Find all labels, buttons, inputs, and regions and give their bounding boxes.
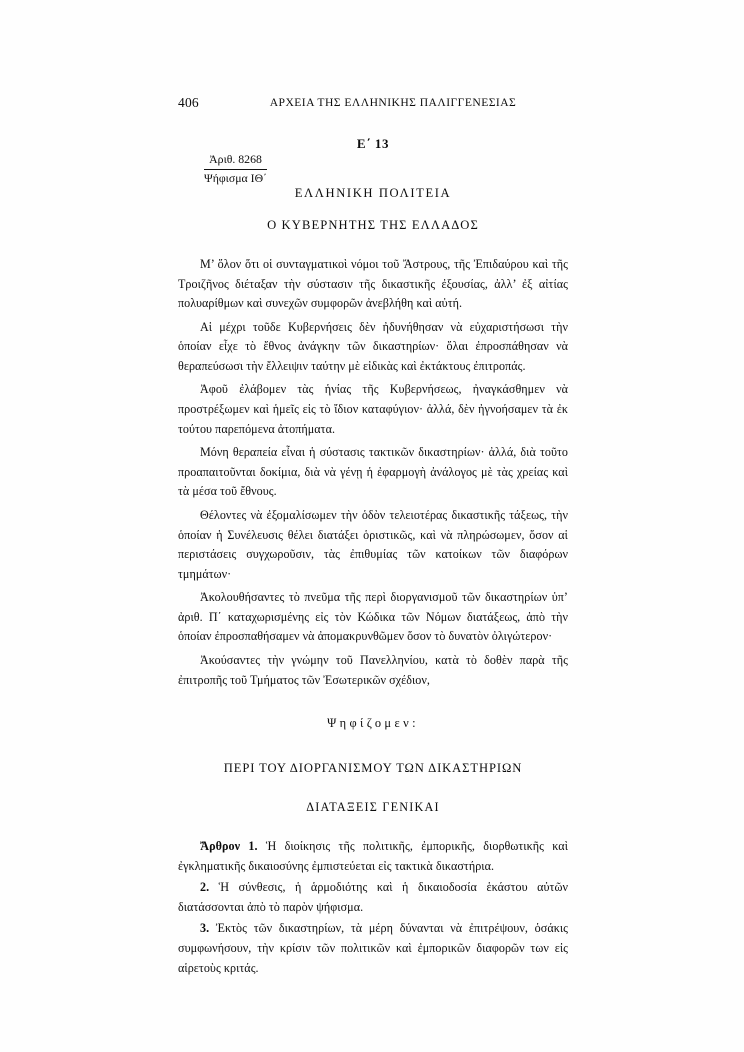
preamble-paragraph: Ἀκολουθήσαντες τὸ πνεῦμα τῆς περὶ διοργανισμοῦ τῶν δικαστηρίων ὑπ’ ἀριθ. Π΄ καταχωρισμένης εἰς τὸν Κώδικα τῶν Νόμων διατάξεως, ἀπὸ τὴν ὁποίαν ἐπροσπαθήσαμεν νὰ ἀπομακρυνθῶμεν ὅσον τὸ δυνατὸν ὀλιγώτερον· <box>178 590 568 644</box>
state-title: ΕΛΛΗΝΙΚΗ ΠΟΛΙΤΕΙΑ <box>294 186 452 200</box>
article-1-label: Ἄρθρον 1. <box>200 839 258 854</box>
preamble-paragraph: Ἀφοῦ ἐλάβομεν τὰς ἡνίας τῆς Κυβερνήσεως, ἠναγκάσθημεν νὰ προστρέξωμεν καὶ ἡμεῖς εἰς τὸ ἴδιον καταφύγιον· ἀλλά, δὲν ἠγνοήσαμεν τὰ ἐκ τούτου παρεπόμενα ἀτοπήματα. <box>178 382 568 436</box>
article-3-text: Ἐκτὸς τῶν δικαστηρίων, τὰ μέρη δύνανται νὰ ἐπιτρέψουν, ὁσάκις συμφωνήσουν, τὴν κρίσιν τῶν πολιτικῶν καὶ ἐμπορικῶν διαφορῶν των εἰς αἱρετοὺς κριτάς. <box>178 921 568 975</box>
article-2 <box>178 878 568 917</box>
vote-declaration: Ψηφίζομεν: <box>327 716 419 731</box>
act-number: Ε΄ 13 <box>356 136 390 151</box>
page-content <box>178 92 568 980</box>
page-number: 406 <box>178 95 199 110</box>
reference-number: Ἀριθ. 8268 <box>204 152 267 170</box>
section-title: ΔΙΑΤΑΞΕΙΣ ΓΕΝΙΚΑΙ <box>306 800 440 815</box>
preamble-paragraph: Αἱ μέχρι τοῦδε Κυβερνήσεις δὲν ἠδυνήθησαν νὰ εὐχαριστήσωσι τὴν ὁποίαν εἶχε τὸ ἔθνος ἀνάγκην τῶν δικαστηρίων· ὅλαι ἐπροσπάθησαν νὰ θεραπεύσωσι τὴν ἔλλειψιν ταύτην μὲ εἰδικὰς καὶ ἐκτάκτους ἐπιτροπάς. <box>178 319 568 373</box>
preamble-paragraph: Ἀκούσαντες τὴν γνώμην τοῦ Πανελληνίου, κατὰ τὸ δοθὲν παρὰ τῆς ἐπιτροπῆς τοῦ Τμήματος τῶν Ἐσωτερικῶν σχέδιον, <box>178 652 568 687</box>
preamble-paragraph: Μόνη θεραπεία εἶναι ἡ σύστασις τακτικῶν δικαστηρίων· ἀλλά, διὰ τοῦτο προαπαιτοῦνται δοκίμια, διὰ νὰ γένῃ ἡ ἐφαρμογὴ ἀνάλογος μὲ τὰς χρείας καὶ τὰ μέσα τοῦ ἔθνους. <box>178 445 568 499</box>
preamble-paragraph: Θέλοντες νὰ ἐξομαλίσωμεν τὴν ὁδὸν τελειοτέρας δικαστικῆς τάξεως, τὴν ὁποίαν ἡ Συνέλευσις θέλει διατάξει ὁριστικῶς, καὶ νὰ πληρώσωμεν, ὅσον αἱ περιστάσεις συγχωροῦσιν, τὰς ἐπιθυμίας τῶν κατοίκων τῶν διαφόρων τμημάτων· <box>178 507 568 581</box>
running-head <box>178 92 568 114</box>
governor-title: Ο ΚΥΒΕΡΝΗΤΗΣ ΤΗΣ ΕΛΛΑΔΟΣ <box>267 218 479 232</box>
article-3 <box>178 919 568 978</box>
article-2-label: 2. <box>200 880 210 895</box>
preamble-text <box>178 255 568 690</box>
articles-section <box>178 837 568 978</box>
article-1 <box>178 837 568 876</box>
article-1-text: Ἡ διοίκησις τῆς πολιτικῆς, ἐμπορικῆς, διορθωτικῆς καὶ ἐγκληματικῆς δικαιοσύνης ἐμπιστεύεται εἰς τακτικὰ δικαστήρια. <box>178 839 568 873</box>
reference-decree: Ψήφισμα ΙΘ΄ <box>204 170 268 185</box>
law-title: ΠΕΡΙ ΤΟΥ ΔΙΟΡΓΑΝΙΣΜΟΥ ΤΩΝ ΔΙΚΑΣΤΗΡΙΩΝ <box>223 761 523 776</box>
article-3-label: 3. <box>200 921 210 936</box>
running-head-title: ΑΡΧΕΙΑ ΤΗΣ ΕΛΛΗΝΙΚΗΣ ΠΑΛΙΓΓΕΝΕΣΙΑΣ <box>269 96 517 109</box>
article-2-text: Ἡ σύνθεσις, ἡ ἁρμοδιότης καὶ ἡ δικαιοδοσία ἑκάστου αὐτῶν διατάσσονται ἀπὸ τὸ παρὸν ψήφισμα. <box>178 880 568 914</box>
reference-block <box>204 152 267 187</box>
preamble-paragraph: Μ’ ὅλον ὅτι οἱ συνταγματικοὶ νόμοι τοῦ Ἄστρους, τῆς Ἐπιδαύρου καὶ τῆς Τροιζῆνος διέταξαν τὴν σύστασιν τῆς δικαστικῆς ἐξουσίας, ἀλλ’ ἐξ αἰτίας πολυαρίθμων καὶ συνεχῶν συμφορῶν ἀνεβλήθη καὶ αὐτή. <box>178 257 568 311</box>
